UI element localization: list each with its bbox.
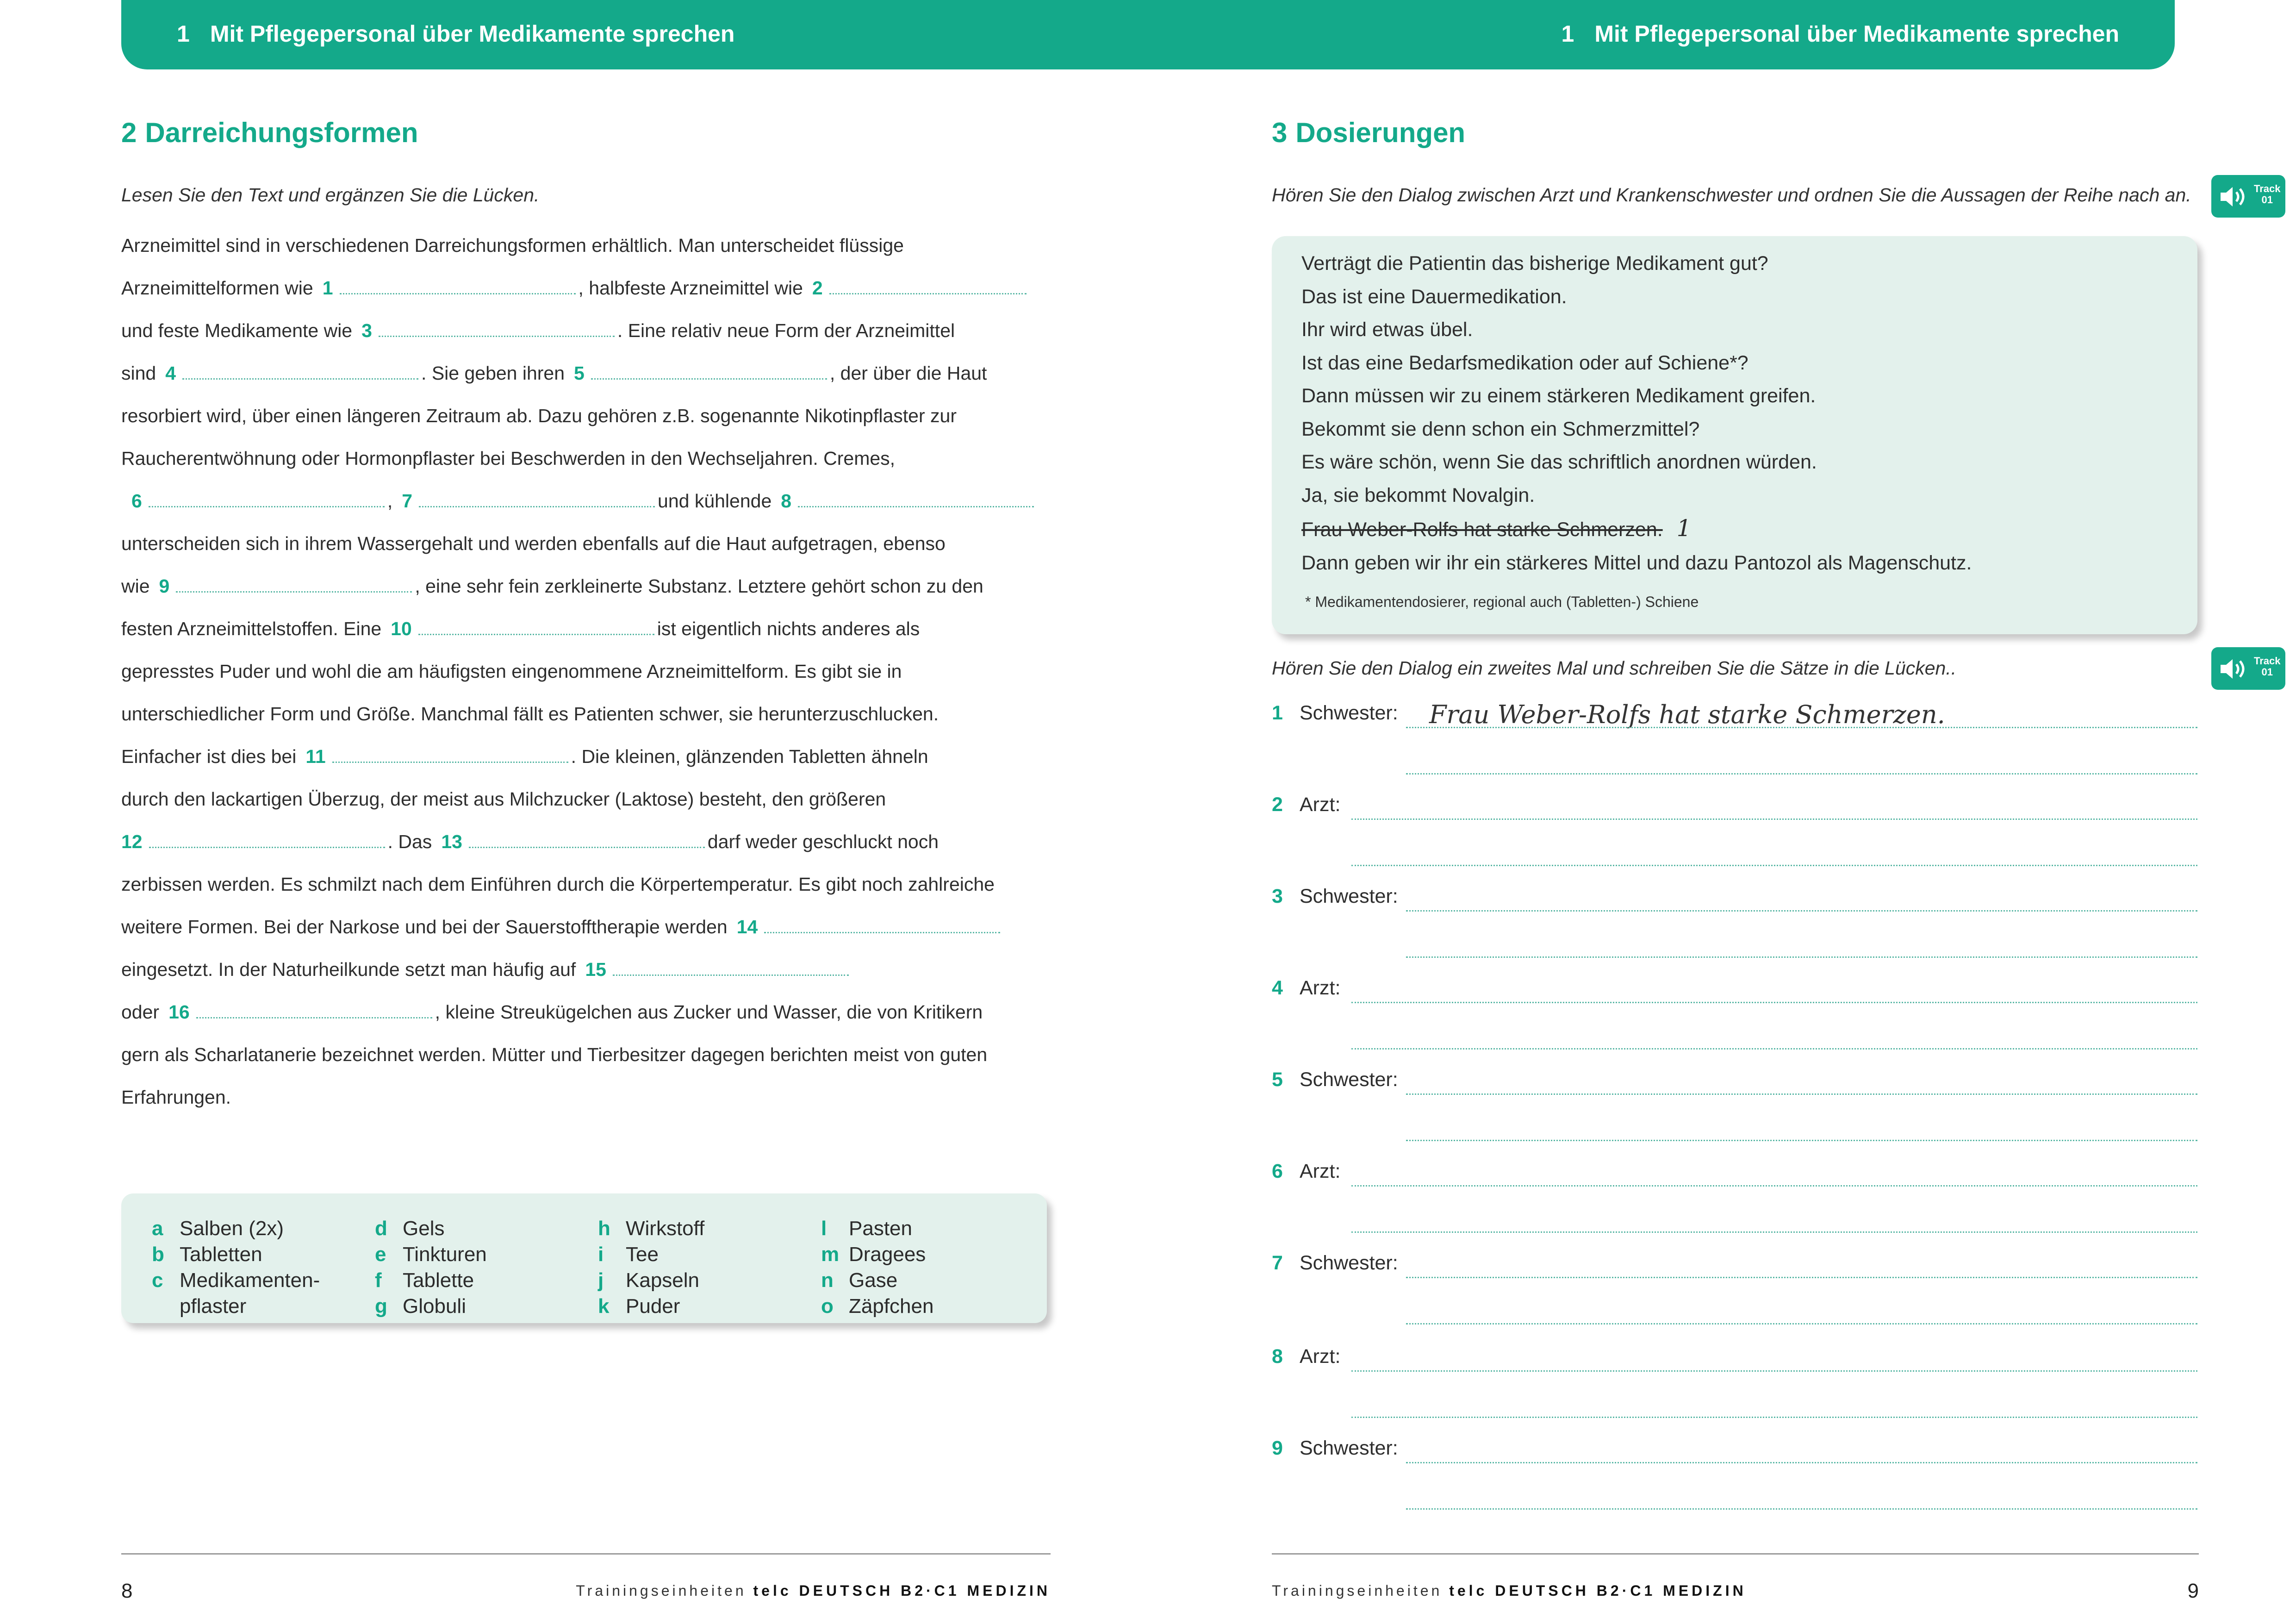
answer-line[interactable] bbox=[1351, 818, 2197, 820]
handwritten-number: 1 bbox=[1676, 515, 1692, 542]
statement: Es wäre schön, wenn Sie das schriftlich anordnen würden. bbox=[1301, 451, 1817, 473]
dialog-row: 5 Schwester: bbox=[1272, 1068, 2197, 1161]
chapter-heading: 1 Mit Pflegepersonal über Medikamente sprechen bbox=[1561, 21, 2119, 47]
word-item: n Gase bbox=[821, 1269, 898, 1292]
answer-line[interactable] bbox=[1351, 1048, 2197, 1049]
right-page bbox=[1148, 0, 2296, 1624]
speaker-icon bbox=[2219, 185, 2250, 208]
text-line: und feste Medikamente wie 3 . Eine relativ neue Form der Arzneimittel bbox=[121, 309, 1056, 352]
statement: Bekommt sie denn schon ein Schmerzmittel? bbox=[1301, 418, 1700, 440]
word-item: f Tablette bbox=[375, 1269, 474, 1292]
instruction-text: Hören Sie den Dialog zwischen Arzt und Krankenschwester und ordnen Sie die Aussagen der Reihe nach an. bbox=[1272, 184, 2191, 206]
text-line: resorbiert wird, über einen längeren Zeitraum ab. Dazu gehören z.B. sogenannte Nikotinpflaster zur bbox=[121, 405, 957, 426]
text-line: Erfahrungen. bbox=[121, 1087, 231, 1108]
instruction-text: Hören Sie den Dialog ein zweites Mal und schreiben Sie die Sätze in die Lücken.. bbox=[1272, 657, 1957, 679]
text-line: eingesetzt. In der Naturheilkunde setzt man häufig auf 15 bbox=[121, 948, 1056, 991]
answer-line[interactable] bbox=[1351, 865, 2197, 866]
footnote: * Medikamentendosierer, regional auch (Tabletten-) Schiene bbox=[1305, 593, 1699, 610]
word-item: h Wirkstoff bbox=[598, 1217, 705, 1240]
gap-number: 9 bbox=[159, 575, 170, 597]
gap-number: 12 bbox=[121, 831, 143, 852]
track-label: Track 01 bbox=[2254, 655, 2281, 678]
text-line: Arzneimittel sind in verschiedenen Darreichungsformen erhältlich. Man unterscheidet flüssige bbox=[121, 235, 904, 256]
word-item: e Tinkturen bbox=[375, 1243, 487, 1266]
answer-line[interactable] bbox=[1406, 1462, 2197, 1463]
gap-field-16[interactable] bbox=[196, 999, 432, 1018]
audio-track-button[interactable] bbox=[2211, 175, 2285, 218]
dialog-row: 9 Schwester: bbox=[1272, 1437, 2197, 1530]
gap-field-10[interactable] bbox=[418, 615, 654, 635]
word-column bbox=[821, 1216, 933, 1319]
word-item: o Zäpfchen bbox=[821, 1295, 934, 1318]
text-line: Einfacher ist dies bei 11 . Die kleinen, glänzenden Tabletten ähneln bbox=[121, 735, 1056, 778]
gap-field-5[interactable] bbox=[591, 360, 827, 380]
gap-field-13[interactable] bbox=[469, 828, 705, 848]
text-line: unterscheiden sich in ihrem Wassergehalt und werden ebenfalls auf die Haut aufgetragen, ebenso bbox=[121, 533, 946, 554]
dialog-row: 6 Arzt: bbox=[1272, 1160, 2197, 1253]
gap-number: 3 bbox=[361, 320, 372, 341]
footer-title: Trainingseinheiten telc DEUTSCH B2·C1 MEDIZIN bbox=[576, 1582, 1051, 1599]
gap-number: 15 bbox=[585, 959, 606, 980]
word-column bbox=[375, 1216, 487, 1319]
answer-line[interactable] bbox=[1406, 727, 2197, 728]
gap-number: 10 bbox=[391, 618, 412, 639]
text-line: sind 4 . Sie geben ihren 5 , der über die Haut bbox=[121, 352, 1056, 394]
gap-field-2[interactable] bbox=[829, 275, 1027, 294]
dialog-row: 8 Arzt: bbox=[1272, 1345, 2197, 1438]
dialog-row: 1 Schwester: Frau Weber-Rolfs hat starke Schmerzen. bbox=[1272, 702, 2197, 794]
word-item: m Dragees bbox=[821, 1243, 926, 1266]
answer-line[interactable] bbox=[1406, 1140, 2197, 1141]
gap-field-3[interactable] bbox=[379, 317, 615, 337]
gap-number: 16 bbox=[168, 1001, 190, 1023]
text-line: durch den lackartigen Überzug, der meist aus Milchzucker (Laktose) besteht, den größeren bbox=[121, 788, 886, 810]
gap-field-1[interactable] bbox=[340, 275, 576, 294]
word-column bbox=[598, 1216, 704, 1319]
text-line: 12 . Das 13 darf weder geschluckt noch bbox=[121, 820, 1056, 863]
answer-line[interactable] bbox=[1351, 1370, 2197, 1372]
gap-field-14[interactable] bbox=[764, 913, 1000, 933]
statement: Dann müssen wir zu einem stärkeren Medikament greifen. bbox=[1301, 385, 1816, 407]
text-line: 6 , 7 und kühlende 8 bbox=[121, 480, 1056, 522]
section-title-dosierungen: 3 Dosierungen bbox=[1272, 117, 1466, 148]
statement: Das ist eine Dauermedikation. bbox=[1301, 285, 1567, 308]
gap-field-4[interactable] bbox=[182, 360, 418, 380]
track-label: Track 01 bbox=[2254, 183, 2281, 206]
page-number: 8 bbox=[121, 1580, 133, 1602]
instruction-text: Lesen Sie den Text und ergänzen Sie die Lücken. bbox=[121, 184, 540, 206]
word-item: b Tabletten bbox=[152, 1243, 262, 1266]
page-number: 9 bbox=[2187, 1580, 2199, 1602]
answer-line[interactable] bbox=[1351, 1231, 2197, 1233]
gap-number: 11 bbox=[305, 746, 326, 767]
footer-divider bbox=[1272, 1553, 2199, 1555]
chapter-header-bar bbox=[121, 0, 1148, 69]
statement: Verträgt die Patientin das bisherige Medikament gut? bbox=[1301, 252, 1768, 275]
text-line: oder 16 , kleine Streukügelchen aus Zucker und Wasser, die von Kritikern bbox=[121, 991, 1056, 1033]
word-item: g Globuli bbox=[375, 1295, 466, 1318]
text-line: gern als Scharlatanerie bezeichnet werden. Mütter und Tierbesitzer dagegen berichten meist von guten bbox=[121, 1044, 988, 1065]
cloze-text bbox=[121, 224, 1056, 1118]
word-bank bbox=[121, 1193, 1047, 1323]
text-line: festen Arzneimittelstoffen. Eine 10 ist eigentlich nichts anderes als bbox=[121, 607, 1056, 650]
gap-number: 8 bbox=[781, 490, 792, 512]
answer-line[interactable] bbox=[1351, 1002, 2197, 1003]
word-item: c Medikamenten- bbox=[152, 1269, 320, 1292]
section-title-darreichungsformen: 2 Darreichungsformen bbox=[121, 117, 418, 148]
text-line: Raucherentwöhnung oder Hormonpflaster bei Beschwerden in den Wechseljahren. Cremes, bbox=[121, 448, 896, 469]
text-line: unterschiedlicher Form und Größe. Manchmal fällt es Patienten schwer, sie herunterzuschlucken. bbox=[121, 703, 939, 725]
gap-number: 7 bbox=[402, 490, 413, 512]
gap-field-8[interactable] bbox=[798, 487, 1034, 507]
statement: Ihr wird etwas übel. bbox=[1301, 319, 1473, 341]
dialog-row: 3 Schwester: bbox=[1272, 885, 2197, 978]
statement-example: Frau Weber-Rolfs hat starke Schmerzen. 1 bbox=[1301, 515, 1692, 542]
answer-line[interactable] bbox=[1406, 1093, 2197, 1095]
statement: Dann geben wir ihr ein stärkeres Mittel und dazu Pantozol als Magenschutz. bbox=[1301, 551, 1972, 574]
gap-field-12[interactable] bbox=[149, 828, 385, 848]
answer-line[interactable] bbox=[1406, 1508, 2197, 1510]
word-item: l Pasten bbox=[821, 1217, 912, 1240]
gap-field-11[interactable] bbox=[332, 743, 568, 763]
word-item: a Salben (2x) bbox=[152, 1217, 284, 1240]
footer-title: Trainingseinheiten telc DEUTSCH B2·C1 MEDIZIN bbox=[1272, 1582, 1747, 1599]
statement-box bbox=[1272, 236, 2197, 634]
dialog-row: 2 Arzt: bbox=[1272, 793, 2197, 886]
answer-line[interactable] bbox=[1406, 1323, 2197, 1324]
text-line: weitere Formen. Bei der Narkose und bei der Sauerstofftherapie werden 14 bbox=[121, 906, 1056, 948]
gap-number: 2 bbox=[812, 277, 823, 299]
answer-line[interactable] bbox=[1406, 956, 2197, 958]
statement: Ist das eine Bedarfsmedikation oder auf Schiene*? bbox=[1301, 351, 1748, 374]
word-item: j Kapseln bbox=[598, 1269, 700, 1292]
dialog-row: 4 Arzt: bbox=[1272, 977, 2197, 1069]
answer-line[interactable] bbox=[1406, 1277, 2197, 1278]
answer-line[interactable] bbox=[1406, 773, 2197, 775]
statement-list bbox=[1301, 247, 1972, 580]
audio-track-button[interactable] bbox=[2211, 647, 2285, 690]
word-item: i Tee bbox=[598, 1243, 659, 1266]
word-item: pflaster bbox=[180, 1295, 247, 1318]
chapter-heading: 1 Mit Pflegepersonal über Medikamente sprechen bbox=[177, 21, 735, 47]
answer-line[interactable] bbox=[1351, 1185, 2197, 1187]
gap-field-15[interactable] bbox=[613, 956, 849, 976]
text-line: Arzneimittelformen wie 1 , halbfeste Arzneimittel wie 2 bbox=[121, 267, 1056, 309]
word-column bbox=[152, 1216, 320, 1319]
gap-number: 13 bbox=[441, 831, 462, 852]
text-line: zerbissen werden. Es schmilzt nach dem Einführen durch die Körpertemperatur. Es gibt noch zahlreiche bbox=[121, 874, 995, 895]
footer-divider bbox=[121, 1553, 1051, 1555]
gap-number: 6 bbox=[131, 490, 142, 512]
gap-number: 1 bbox=[322, 277, 333, 299]
handwritten-answer: Frau Weber-Rolfs hat starke Schmerzen. bbox=[1429, 700, 1945, 729]
text-line: gepresstes Puder und wohl die am häufigsten eingenommene Arzneimittelform. Es gibt sie in bbox=[121, 661, 902, 682]
gap-number: 4 bbox=[165, 362, 176, 384]
gap-field-9[interactable] bbox=[176, 573, 412, 593]
statement: Ja, sie bekommt Novalgin. bbox=[1301, 484, 1535, 506]
gap-number: 14 bbox=[736, 916, 758, 937]
chapter-header-bar bbox=[1148, 0, 2175, 69]
answer-line[interactable] bbox=[1351, 1417, 2197, 1418]
text-line: wie 9 , eine sehr fein zerkleinerte Substanz. Letztere gehört schon zu den bbox=[121, 565, 1056, 607]
word-item: k Puder bbox=[598, 1295, 680, 1318]
word-item: d Gels bbox=[375, 1217, 445, 1240]
dialog-row: 7 Schwester: bbox=[1272, 1252, 2197, 1344]
gap-field-6[interactable] bbox=[149, 487, 385, 507]
answer-line[interactable] bbox=[1406, 910, 2197, 912]
gap-field-7[interactable] bbox=[419, 487, 655, 507]
gap-number: 5 bbox=[574, 362, 585, 384]
speaker-icon bbox=[2219, 657, 2250, 681]
